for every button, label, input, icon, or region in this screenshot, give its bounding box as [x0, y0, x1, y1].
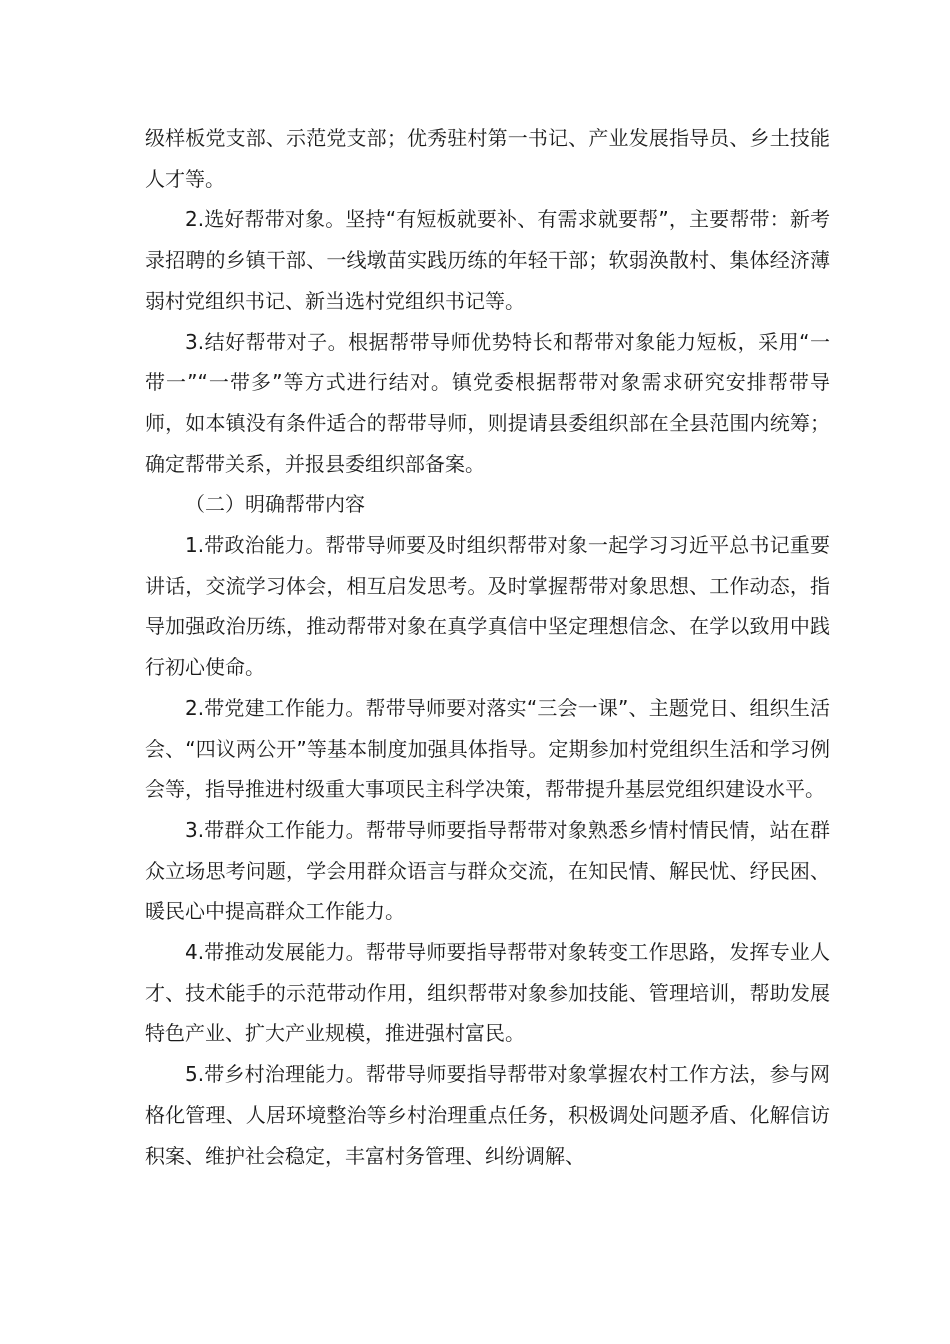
paragraph-mass-work: 3.带群众工作能力。帮带导师要指导帮带对象熟悉乡情村情民情，站在群众立场思考问题，学会用群众语言与群众交流，在知民情、解民忧、纾民困、暖民心中提高群众工作能力。 [145, 817, 830, 924]
paragraph-political-ability: 1.带政治能力。帮带导师要及时组织帮带对象一起学习习近平总书记重要讲话，交流学习体会，相互启发思考。及时掌握帮带对象思想、工作动态，指导加强政治历练，推动帮带对象在真学真信中坚定理想信念、在学以致用中践行初心使命。 [145, 533, 830, 680]
paragraph-select-targets: 2.选好帮带对象。坚持“有短板就要补、有需求就要帮”，主要帮带：新考录招聘的乡镇干部、一线墩苗实践历练的年轻干部；软弱涣散村、集体经济薄弱村党组织书记、新当选村党组织书记等。 [145, 207, 830, 313]
paragraph-pairing: 3.结好帮带对子。根据帮带导师优势特长和帮带对象能力短板，采用“一带一”“一带多”等方式进行结对。镇党委根据帮带对象需求研究安排帮带导师，如本镇没有条件适合的帮带导师，则提请县委组织部在全县范围内统筹；确定帮带关系，并报县委组织部备案。 [145, 329, 830, 476]
paragraph-party-building: 2.带党建工作能力。帮带导师要对落实“三会一课”、主题党日、组织生活会、“四议两公开”等基本制度加强具体指导。定期参加村党组织生活和学习例会等，指导推进村级重大事项民主科学决策，帮带提升基层党组织建设水平。 [145, 695, 830, 802]
paragraph-development: 4.带推动发展能力。帮带导师要指导帮带对象转变工作思路，发挥专业人才、技术能手的示范带动作用，组织帮带对象参加技能、管理培训，帮助发展特色产业、扩大产业规模，推进强村富民。 [145, 940, 830, 1046]
paragraph-rural-governance: 5.带乡村治理能力。帮带导师要指导帮带对象掌握农村工作方法，参与网格化管理、人居环境整治等乡村治理重点任务，积极调处问题矛盾、化解信访积案、维护社会稳定，丰富村务管理、纠纷调解、 [145, 1062, 830, 1168]
paragraph-continuation: 级样板党支部、示范党支部；优秀驻村第一书记、产业发展指导员、乡土技能人才等。 [145, 126, 830, 191]
document-body [145, 118, 830, 1176]
section-heading-content: （二）明确帮带内容 [185, 492, 365, 517]
